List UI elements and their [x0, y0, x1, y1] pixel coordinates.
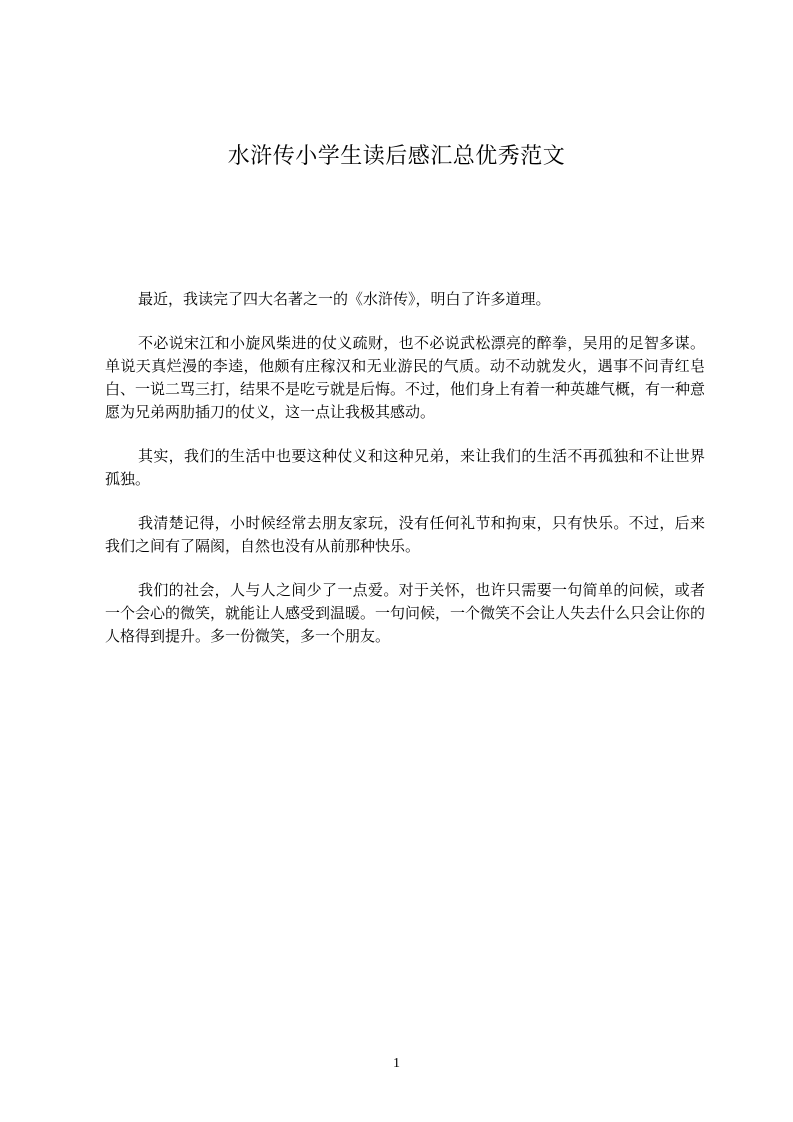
paragraph-society: 我们的社会，人与人之间少了一点爱。对于关怀，也许只需要一句简单的问候，或者一个会心的微笑，就能让人感受到温暖。一句问候，一个微笑不会让人失去什么只会让你的人格得到提升。多一份微笑，多一个朋友。	[105, 581, 706, 645]
paragraph-loyalty: 其实，我们的生活中也要这种仗义和这种兄弟，来让我们的生活不再孤独和不让世界孤独。	[105, 447, 705, 488]
paragraph-childhood: 我清楚记得，小时候经常去朋友家玩，没有任何礼节和拘束，只有快乐。不过，后来我们之间有了隔阂，自然也没有从前那种快乐。	[105, 514, 705, 555]
page-number: 1	[393, 1056, 400, 1071]
document-title: 水浒传小学生读后感汇总优秀范文	[227, 144, 566, 169]
paragraph-intro: 最近，我读完了四大名著之一的《水浒传》，明白了许多道理。	[138, 290, 551, 308]
document-body	[105, 288, 705, 648]
paragraph-heroes: 不必说宋江和小旋风柴进的仗义疏财，也不必说武松漂亮的醉拳，吴用的足智多谋。单说天真烂漫的李逵，他颇有庄稼汉和无业游民的气质。动不动就发火，遇事不问青红皂白、一说二骂三打，结果不是吃亏就是后悔。不过，他们身上有着一种英雄气概，有一种意愿为兄弟两肋插刀的仗义，这一点让我极其感动。	[105, 334, 706, 421]
